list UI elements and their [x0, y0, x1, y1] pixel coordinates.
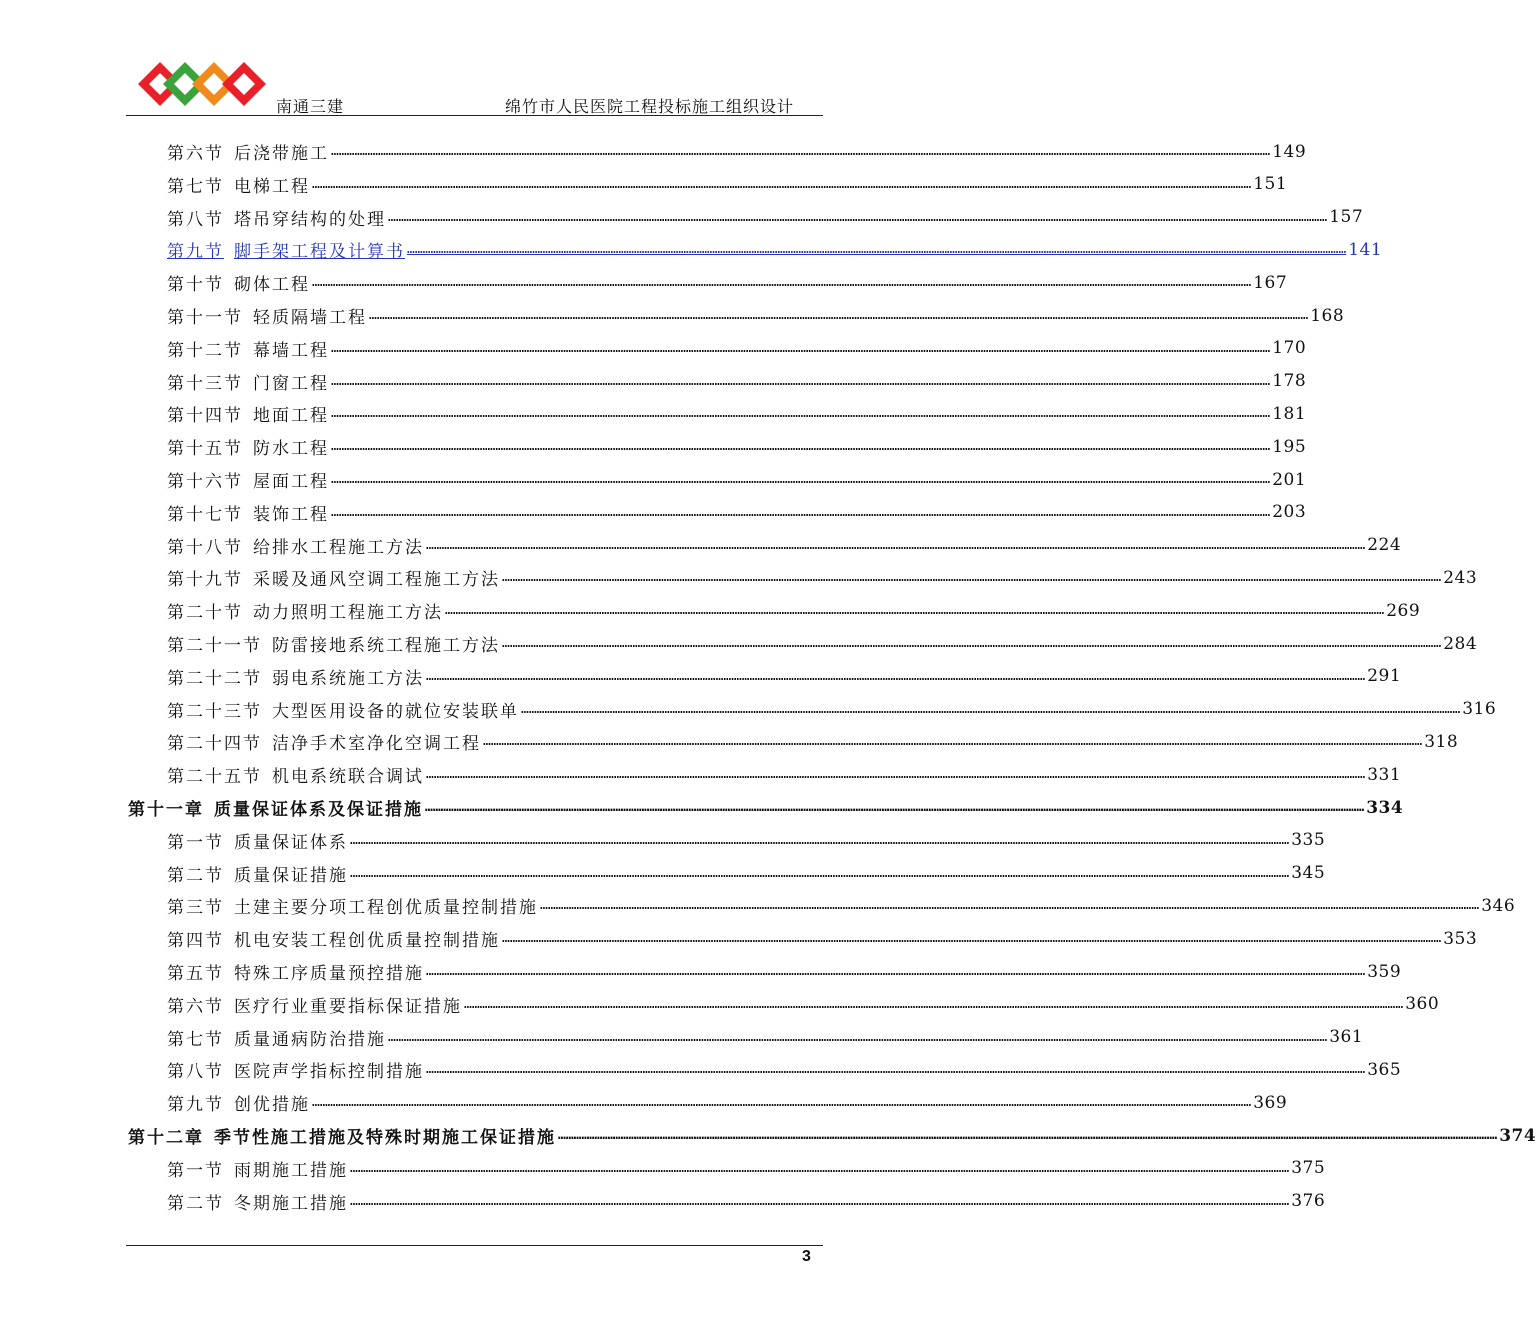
toc-entry-label: 装饰工程 — [253, 504, 329, 525]
toc-dot-leader: ……………………………………………………………………………………………………………………………………………………………………………………………………………………………………………………………………………………………………………………………… — [388, 1029, 1328, 1045]
toc-dot-leader: ……………………………………………………………………………………………………………………………………………………………………………………………………………………………………………………………………………………………………………………………… — [445, 603, 1385, 619]
toc-dot-leader: ……………………………………………………………………………………………………………………………………………………………………………………………………………………………………………………………………………………………………………………………… — [426, 537, 1366, 553]
toc-entry-label: 机电安装工程创优质量控制措施 — [234, 931, 500, 952]
toc-dot-leader: ……………………………………………………………………………………………………………………………………………………………………………………………………………………………………………………………………………………………………………………………… — [426, 1062, 1366, 1078]
toc-entry-number: 第五节 — [167, 964, 224, 984]
toc-page-number: 346 — [1481, 895, 1516, 916]
toc-dot-leader: ……………………………………………………………………………………………………………………………………………………………………………………………………………………………………………………………………………………………………………………………… — [426, 964, 1366, 979]
toc-dot-leader: ……………………………………………………………………………………………………………………………………………………………………………………………………………………………………………………………………………………………………………………………… — [350, 832, 1290, 848]
toc-section-entry — [167, 430, 1307, 463]
toc-dot-leader: ……………………………………………………………………………………………………………………………………………………………………………………………………………………………………………………………………………………………………………………………… — [350, 865, 1290, 881]
toc-page-number: 374 — [1499, 1125, 1536, 1146]
toc-entry-number: 第十节 — [167, 275, 224, 296]
toc-entry-title — [167, 565, 500, 590]
toc-page-number: 331 — [1367, 764, 1402, 785]
toc-entry-title — [167, 959, 424, 984]
toc-page-number: 195 — [1272, 436, 1307, 457]
toc-entry-title — [128, 1123, 556, 1148]
toc-entry-number: 第三节 — [167, 898, 224, 919]
toc-entry-title — [167, 631, 500, 656]
toc-entry-label: 质量通病防治措施 — [234, 1029, 386, 1050]
toc-entry-title — [167, 861, 348, 886]
toc-entry-number: 第十三节 — [167, 373, 243, 394]
toc-entry-label: 幕墙工程 — [253, 340, 329, 361]
toc-dot-leader: ……………………………………………………………………………………………………………………………………………………………………………………………………………………………………………………………………………………………………………………………… — [502, 636, 1442, 651]
toc-dot-leader: ……………………………………………………………………………………………………………………………………………………………………………………………………………………………………………………………………………………………………………………………… — [331, 144, 1271, 159]
toc-page-number: 203 — [1272, 502, 1307, 523]
toc-page-number: 284 — [1443, 633, 1478, 654]
toc-entry-number: 第二节 — [167, 1193, 224, 1214]
toc-entry-number: 第四节 — [167, 931, 224, 952]
toc-entry-label: 门窗工程 — [253, 373, 329, 394]
toc-entry-number: 第九节 — [167, 1095, 224, 1116]
toc-page-number: 291 — [1367, 666, 1402, 687]
toc-section-entry — [167, 397, 1307, 430]
toc-entry-number: 第十七节 — [167, 504, 243, 525]
toc-entry-title — [167, 500, 329, 525]
header-document-title: 绵竹市人民医院工程投标施工组织设计 — [505, 97, 795, 116]
toc-entry-number: 第十九节 — [167, 570, 243, 591]
toc-entry-label: 季节性施工措施及特殊时期施工保证措施 — [214, 1128, 556, 1148]
toc-page-number: 345 — [1291, 863, 1326, 884]
toc-entry-label: 质量保证体系 — [234, 832, 348, 853]
toc-entry-number: 第六节 — [167, 996, 224, 1017]
toc-entry-title — [167, 467, 329, 492]
toc-dot-leader: ……………………………………………………………………………………………………………………………………………………………………………………………………………………………………………………………………………………………………………………………… — [369, 308, 1309, 323]
toc-entry-number: 第十五节 — [167, 439, 243, 460]
toc-section-entry — [167, 1021, 1364, 1054]
toc-entry-title — [167, 270, 310, 295]
toc-section-entry — [167, 824, 1326, 857]
toc-page-number: 178 — [1272, 371, 1307, 392]
toc-dot-leader: ……………………………………………………………………………………………………………………………………………………………………………………………………………………………………………………………………………………………………………………………… — [331, 504, 1271, 520]
toc-entry-number: 第七节 — [167, 176, 224, 197]
toc-entry-label: 特殊工序质量预控措施 — [234, 964, 424, 984]
toc-entry-title — [167, 1025, 386, 1050]
toc-entry-number: 第二十四节 — [167, 734, 262, 755]
toc-dot-leader: ……………………………………………………………………………………………………………………………………………………………………………………………………………………………………………………………………………………………………………………………… — [521, 701, 1461, 717]
toc-entry-number: 第二十五节 — [167, 767, 262, 788]
toc-entry-number: 第十八节 — [167, 537, 243, 558]
toc-chapter-entry — [128, 791, 1404, 824]
toc-section-entry — [167, 1053, 1402, 1086]
toc-entry-label: 脚手架工程及计算书 — [234, 242, 405, 263]
toc-section-entry — [167, 1152, 1326, 1185]
toc-entry-label: 采暖及通风空调工程施工方法 — [253, 570, 500, 591]
toc-entry-label: 土建主要分项工程创优质量控制措施 — [234, 898, 538, 919]
toc-entry-title — [167, 992, 462, 1017]
toc-dot-leader: ……………………………………………………………………………………………………………………………………………………………………………………………………………………………………………………………………………………………………………………………… — [426, 767, 1366, 783]
toc-entry-number: 第二十二节 — [167, 668, 262, 689]
toc-section-entry — [167, 201, 1364, 234]
toc-page-number: 151 — [1253, 174, 1288, 195]
toc-entry-label: 质量保证体系及保证措施 — [214, 800, 423, 820]
toc-entry-label: 动力照明工程施工方法 — [253, 603, 443, 624]
toc-dot-leader: ……………………………………………………………………………………………………………………………………………………………………………………………………………………………………………………………………………………………………………………………… — [350, 1160, 1290, 1176]
header-company-name: 南通三建 — [276, 97, 345, 116]
toc-entry-title — [167, 336, 329, 361]
toc-entry-title — [167, 598, 443, 623]
toc-section-entry — [167, 496, 1307, 529]
toc-entry-label: 弱电系统施工方法 — [272, 668, 424, 689]
toc-dot-leader: ……………………………………………………………………………………………………………………………………………………………………………………………………………………………………………………………………………………………………………………………… — [331, 340, 1271, 356]
toc-dot-leader: ……………………………………………………………………………………………………………………………………………………………………………………………………………………………………………………………………………………………………………………………… — [312, 176, 1252, 192]
toc-entry-title — [167, 139, 329, 164]
toc-section-entry — [167, 758, 1402, 791]
toc-entry-title — [167, 1156, 348, 1181]
toc-dot-leader: ……………………………………………………………………………………………………………………………………………………………………………………………………………………………………………………………………………………………………………………………… — [502, 931, 1442, 947]
toc-dot-leader: ……………………………………………………………………………………………………………………………………………………………………………………………………………………………………………………………………………………………………………………………… — [331, 406, 1271, 422]
toc-entry-title — [167, 205, 386, 230]
toc-entry-title — [167, 172, 310, 197]
header-divider — [126, 115, 823, 116]
toc-page-number: 168 — [1310, 305, 1345, 326]
toc-page-number: 224 — [1367, 535, 1402, 556]
toc-section-entry — [167, 725, 1459, 758]
toc-entry-title — [167, 893, 538, 918]
toc-page-number: 269 — [1386, 600, 1421, 621]
toc-entry-label: 电梯工程 — [234, 176, 310, 197]
toc-entry-label: 医疗行业重要指标保证措施 — [234, 996, 462, 1017]
toc-entry-number: 第二十三节 — [167, 701, 262, 722]
toc-entry-number: 第六节 — [167, 144, 224, 164]
toc-section-entry — [167, 857, 1326, 890]
toc-section-entry — [167, 529, 1402, 562]
toc-page-number: 201 — [1272, 469, 1307, 490]
toc-section-entry — [167, 266, 1288, 299]
toc-dot-leader: ……………………………………………………………………………………………………………………………………………………………………………………………………………………………………………………………………………………………………………………………… — [483, 734, 1423, 750]
toc-entry-number: 第九节 — [167, 242, 224, 263]
toc-entry-title — [167, 1057, 424, 1082]
toc-entry-number: 第七节 — [167, 1029, 224, 1050]
toc-entry-title — [167, 369, 329, 394]
toc-section-entry — [167, 365, 1307, 398]
toc-entry-title — [167, 697, 519, 722]
toc-page-number: 369 — [1253, 1092, 1288, 1113]
toc-entry-title — [167, 237, 405, 262]
toc-entry-number: 第一节 — [167, 1160, 224, 1181]
toc-entry-label: 雨期施工措施 — [234, 1160, 348, 1181]
toc-page-number: 170 — [1272, 338, 1307, 359]
toc-entry-label: 后浇带施工 — [234, 144, 329, 164]
toc-page-number: 353 — [1443, 928, 1478, 949]
toc-entry-label: 质量保证措施 — [234, 865, 348, 886]
toc-section-entry — [167, 299, 1345, 332]
toc-entry-label: 洁净手术室净化空调工程 — [272, 734, 481, 755]
toc-section-entry — [167, 889, 1516, 922]
toc-page-number: 157 — [1329, 207, 1364, 228]
toc-entry-label: 机电系统联合调试 — [272, 767, 424, 788]
toc-dot-leader: ……………………………………………………………………………………………………………………………………………………………………………………………………………………………………………………………………………………………………………………………… — [464, 996, 1404, 1012]
toc-page-number: 149 — [1272, 141, 1307, 162]
toc-dot-leader: ……………………………………………………………………………………………………………………………………………………………………………………………………………………………………………………………………………………………………………………………… — [350, 1193, 1290, 1209]
toc-entry-number: 第八节 — [167, 209, 224, 230]
toc-page-number: 334 — [1366, 797, 1404, 818]
toc-entry-number: 第十二节 — [167, 340, 243, 361]
toc-entry-label: 冬期施工措施 — [234, 1193, 348, 1214]
toc-section-entry — [167, 168, 1288, 201]
toc-page-number: 361 — [1329, 1027, 1364, 1048]
toc-dot-leader: ……………………………………………………………………………………………………………………………………………………………………………………………………………………………………………………………………………………………………………………………… — [388, 209, 1328, 225]
footer-divider — [126, 1245, 823, 1246]
toc-section-entry — [167, 561, 1478, 594]
toc-dot-leader: ……………………………………………………………………………………………………………………………………………………………………………………………………………………………………………………………………………………………………………………………… — [502, 570, 1442, 586]
toc-page-number: 141 — [1348, 239, 1383, 260]
toc-entry-title — [167, 729, 481, 754]
toc-entry-label: 创优措施 — [234, 1095, 310, 1116]
toc-entry-label: 屋面工程 — [253, 472, 329, 492]
toc-entry-number: 第二十节 — [167, 603, 243, 624]
toc-entry-label: 给排水工程施工方法 — [253, 537, 424, 558]
toc-dot-leader: ……………………………………………………………………………………………………………………………………………………………………………………………………………………………………………………………………………………………………………………………… — [331, 472, 1271, 487]
toc-entry-title — [167, 401, 329, 426]
toc-section-entry — [167, 627, 1478, 660]
toc-entry-label: 防水工程 — [253, 439, 329, 460]
toc-dot-leader: ……………………………………………………………………………………………………………………………………………………………………………………………………………………………………………………………………………………………………………………………… — [540, 898, 1480, 914]
toc-entry-title — [167, 1090, 310, 1115]
toc-page-number: 376 — [1291, 1191, 1326, 1212]
toc-section-entry — [167, 922, 1478, 955]
toc-entry-title — [167, 1189, 348, 1214]
toc-dot-leader: ……………………………………………………………………………………………………………………………………………………………………………………………………………………………………………………………………………………………………………………………… — [331, 439, 1271, 455]
toc-entry-title — [167, 664, 424, 689]
toc-entry-label: 砌体工程 — [234, 275, 310, 296]
toc-entry-number: 第二十一节 — [167, 636, 262, 656]
toc-entry-number: 第一节 — [167, 832, 224, 853]
toc-section-entry — [167, 988, 1440, 1021]
page-number: 3 — [802, 1248, 811, 1265]
toc-section-entry — [167, 660, 1402, 693]
toc-page-number: 359 — [1367, 961, 1402, 982]
toc-entry-title — [167, 926, 500, 951]
toc-entry-number: 第十四节 — [167, 406, 243, 427]
toc-dot-leader: ……………………………………………………………………………………………………………………………………………………………………………………………………………………………………………………………………………………………………………………………… — [312, 275, 1252, 291]
toc-page-number: 335 — [1291, 830, 1326, 851]
toc-entry-number: 第八节 — [167, 1062, 224, 1083]
toc-entry-number: 第二节 — [167, 865, 224, 886]
toc-section-entry — [167, 1086, 1288, 1119]
toc-entry-number: 第十一节 — [167, 308, 243, 328]
toc-entry-title — [167, 303, 367, 328]
toc-entry-title — [167, 762, 424, 787]
toc-entry-label: 大型医用设备的就位安装联单 — [272, 701, 519, 722]
toc-page-number: 365 — [1367, 1059, 1402, 1080]
toc-entry-title — [167, 434, 329, 459]
toc-page-number: 375 — [1291, 1158, 1326, 1179]
toc-entry-title — [167, 828, 348, 853]
toc-section-entry — [167, 1185, 1326, 1218]
toc-entry-label: 防雷接地系统工程施工方法 — [272, 636, 500, 656]
toc-page-number: 318 — [1424, 731, 1459, 752]
toc-entry-number: 第十一章 — [128, 800, 204, 820]
toc-chapter-entry — [128, 1119, 1536, 1152]
toc-entry-number: 第十六节 — [167, 472, 243, 492]
toc-entry-label: 轻质隔墙工程 — [253, 308, 367, 328]
toc-section-entry — [167, 135, 1307, 168]
toc-section-entry — [167, 332, 1307, 365]
toc-section-entry — [167, 955, 1402, 988]
company-logo — [140, 54, 280, 114]
toc-page-number: 360 — [1405, 994, 1440, 1015]
toc-dot-leader: ……………………………………………………………………………………………………………………………………………………………………………………………………………………………………………………………………………………………………………………………… — [425, 800, 1365, 815]
toc-entry-label: 医院声学指标控制措施 — [234, 1062, 424, 1083]
toc-section-entry — [167, 693, 1497, 726]
toc-section-entry[interactable] — [167, 233, 1383, 266]
toc-dot-leader: ……………………………………………………………………………………………………………………………………………………………………………………………………………………………………………………………………………………………………………………………… — [426, 668, 1366, 684]
toc-section-entry — [167, 594, 1421, 627]
toc-page-number: 167 — [1253, 272, 1288, 293]
toc-dot-leader: ……………………………………………………………………………………………………………………………………………………………………………………………………………………………………………………………………………………………………………………………… — [558, 1128, 1498, 1143]
toc-dot-leader: ……………………………………………………………………………………………………………………………………………………………………………………………………………………………………………………………………………………………………………………………… — [407, 242, 1347, 258]
toc-entry-number: 第十二章 — [128, 1128, 204, 1148]
toc-entry-title — [167, 533, 424, 558]
toc-page-number: 316 — [1462, 699, 1497, 720]
toc-entry-title — [128, 795, 423, 820]
toc-page-number: 243 — [1443, 567, 1478, 588]
toc-page-number: 181 — [1272, 403, 1307, 424]
toc-dot-leader: ……………………………………………………………………………………………………………………………………………………………………………………………………………………………………………………………………………………………………………………………… — [312, 1095, 1252, 1111]
toc-entry-label: 地面工程 — [253, 406, 329, 427]
toc-entry-label: 塔吊穿结构的处理 — [234, 209, 386, 230]
toc-section-entry — [167, 463, 1307, 496]
toc-dot-leader: ……………………………………………………………………………………………………………………………………………………………………………………………………………………………………………………………………………………………………………………………… — [331, 373, 1271, 389]
